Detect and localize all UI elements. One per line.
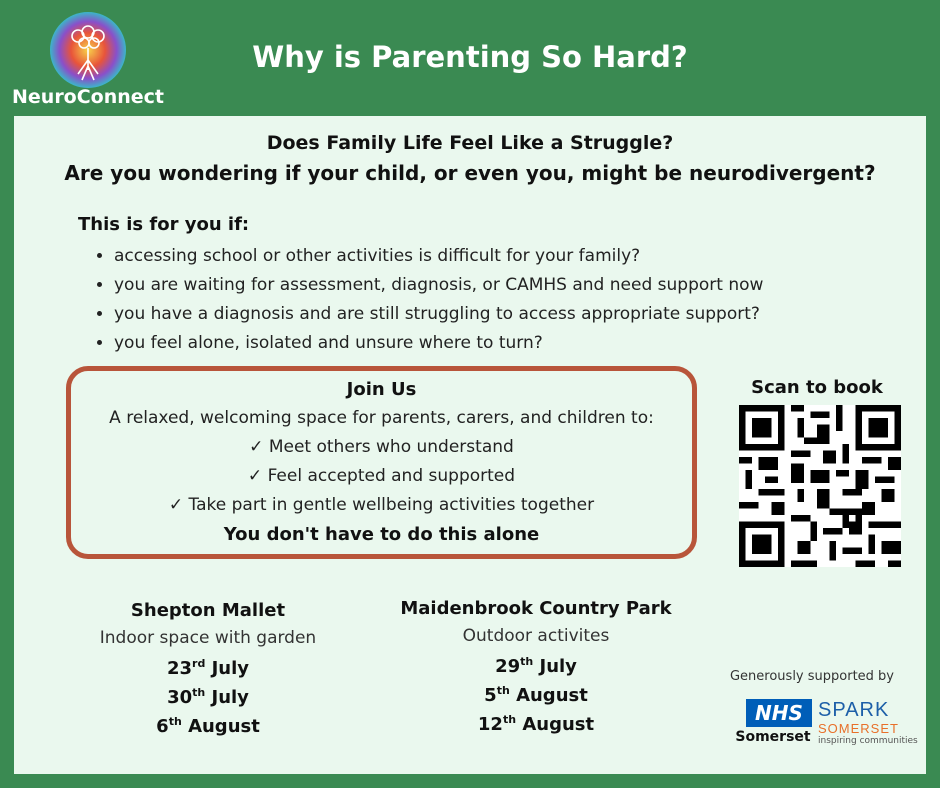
spark-line-1: SPARK <box>818 699 890 721</box>
spark-line-2: SOMERSET <box>818 721 899 736</box>
join-item: ✓ Feel accepted and supported <box>247 466 516 486</box>
join-footer: You don't have to do this alone <box>223 524 540 545</box>
venue-description: Outdoor activites <box>462 626 610 646</box>
venue-name: Maidenbrook Country Park <box>400 598 672 619</box>
venue-date: 23rd July <box>166 657 250 679</box>
question-heading-1: Does Family Life Feel Like a Struggle? <box>266 132 674 154</box>
content-panel <box>14 116 926 774</box>
join-title: Join Us <box>346 379 417 400</box>
join-item: ✓ Take part in gentle wellbeing activities together <box>168 495 595 515</box>
for-you-list <box>92 244 763 360</box>
venue-description: Indoor space with garden <box>99 628 317 648</box>
spark-line-3: inspiring communities <box>818 736 918 746</box>
question-heading-2: Are you wondering if your child, or even you, might be neurodivergent? <box>64 161 876 185</box>
nhs-somerset-logo <box>732 699 814 745</box>
spark-somerset-logo <box>818 699 918 748</box>
neuroconnect-logo-icon <box>44 10 132 90</box>
header <box>0 0 940 115</box>
venue-date: 29th July <box>495 655 577 677</box>
join-us-box <box>66 366 697 559</box>
join-item: ✓ Meet others who understand <box>249 437 514 457</box>
venue-shepton-mallet <box>66 600 350 744</box>
supported-by-label: Generously supported by <box>729 669 894 684</box>
scan-to-book-label: Scan to book <box>751 377 883 398</box>
for-you-heading: This is for you if: <box>78 214 250 235</box>
qr-code-icon[interactable] <box>739 405 901 567</box>
join-description: A relaxed, welcoming space for parents, carers, and children to: <box>109 408 654 428</box>
list-item: • you feel alone, isolated and unsure where to turn? <box>114 331 763 360</box>
logo-text: NeuroConnect <box>12 86 165 108</box>
list-item: • you have a diagnosis and are still struggling to access appropriate support? <box>114 302 763 331</box>
list-item: • you are waiting for assessment, diagnosis, or CAMHS and need support now <box>114 273 763 302</box>
page-title: Why is Parenting So Hard? <box>252 40 688 74</box>
venue-name: Shepton Mallet <box>130 600 286 621</box>
venue-date: 5th August <box>484 684 588 706</box>
nhs-logo-text: NHS <box>746 699 812 727</box>
nhs-sub-text: Somerset <box>735 729 811 745</box>
venue-date: 6th August <box>156 715 260 737</box>
list-item: • accessing school or other activities is difficult for your family? <box>114 244 763 273</box>
venue-date: 12th August <box>477 713 595 735</box>
venue-date: 30th July <box>167 686 249 708</box>
venue-maidenbrook <box>384 598 688 742</box>
